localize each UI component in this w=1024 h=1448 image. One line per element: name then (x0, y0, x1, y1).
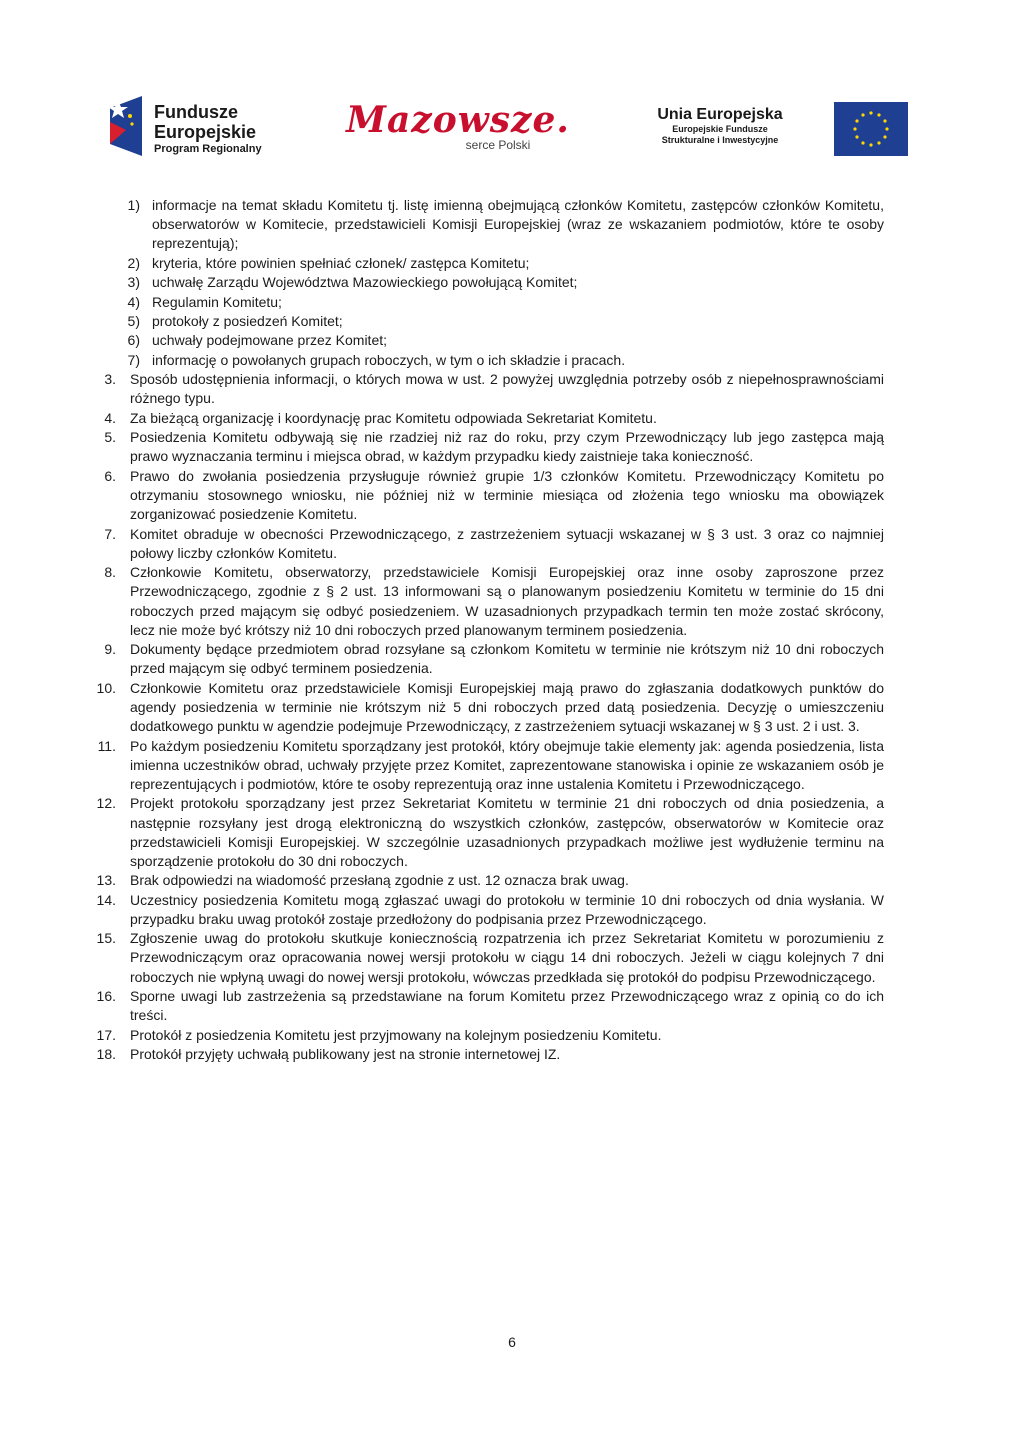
list-item-number: 16. (96, 988, 116, 1005)
sublist-item-number: 3) (127, 274, 140, 291)
list-item-text: Projekt protokołu sporządzany jest przez Sekretariat Komitetu w terminie 21 dni roboczych od dnia posiedzenia, a następnie rozsyłany jest drogą elektroniczną do wszystkich członków, zastępców, obserwatorów w Komitecie oraz przedstawicieli Komisji Europejskiej. W szczególnie uzasadnionych przypadkach możliwe jest wydłużenie terminu na sporządzenie protokołu do 30 dni roboczych. (130, 795, 884, 869)
list-item (92, 1026, 884, 1045)
eu-flag-icon (834, 102, 908, 156)
list-item-text: Brak odpowiedzi na wiadomość przesłaną zgodnie z ust. 12 oznacza brak uwag. (130, 872, 629, 889)
list-item-number: 13. (96, 872, 116, 889)
sublist-item-text: kryteria, które powinien spełniać członek/ zastępca Komitetu; (152, 254, 530, 271)
list-item (92, 871, 884, 890)
list-item-number: 6. (104, 467, 116, 484)
mazowsze-logo (338, 100, 578, 152)
list-item (92, 563, 884, 640)
mazowsze-tagline: serce Polski (465, 138, 531, 152)
list-item-number: 5. (104, 429, 116, 446)
list-item-text: Członkowie Komitetu, obserwatorzy, przedstawiciele Komisji Europejskiej oraz inne osoby zaproszone przez Przewodniczącego, zgodnie z § 2 ust. 13 informowani są o planowanym posiedzeniu Komitetu w terminie do 15 dni roboczych przed mającym się odbyć posiedzeniem. W uzasadnionych przypadkach termin ten może zostać skrócony, lecz nie może być krótszy niż 10 dni roboczych przed planowanym terminem posiedzenia. (130, 564, 884, 638)
list-item (92, 525, 884, 563)
list-item-number: 8. (104, 564, 116, 581)
list-item-text: Protokół z posiedzenia Komitetu jest przyjmowany na kolejnym posiedzeniu Komitetu. (130, 1026, 662, 1043)
list-item (92, 409, 884, 428)
list-item-text: Zgłoszenie uwag do protokołu skutkuje koniecznością rozpatrzenia ich przez Sekretariat Komitetu w porozumieniu z Przewodniczącym oraz opracowania nowej wersji protokołu w ciągu 14 dni roboczych. Jeżeli w ciągu kolejnych 7 dni roboczych nie wpłyną uwagi do nowej wersji protokołu, wówczas przedkłada się protokół do podpisu Przewodniczącego. (130, 930, 884, 985)
list-item (92, 929, 884, 987)
list-item-number: 9. (104, 641, 116, 658)
mazowsze-wordmark: Mazowsze. (346, 99, 570, 141)
sublist-item-number: 2) (127, 254, 140, 271)
list-item-text: Za bieżącą organizację i koordynację prac Komitetu odpowiada Sekretariat Komitetu. (130, 409, 657, 426)
list-item-number: 3. (104, 371, 116, 388)
ue-title: Unia Europejska (657, 106, 783, 123)
page-header (100, 90, 912, 190)
ue-subtitle-line-1: Europejskie Fundusze (672, 124, 768, 134)
list-item-text: Sporne uwagi lub zastrzeżenia są przedstawiane na forum Komitetu przez Przewodniczącego wraz z opinią co do ich treści. (130, 988, 884, 1024)
list-item-text: Protokół przyjęty uchwałą publikowany jest na stronie internetowej IZ. (130, 1046, 561, 1063)
sublist-item-text: Regulamin Komitetu; (152, 293, 282, 310)
sublist-item-number: 4) (127, 293, 140, 310)
fe-title-line-1: Fundusze (154, 102, 238, 122)
sublist-item (92, 312, 884, 331)
list-item (92, 370, 884, 408)
fe-title-line-2: Europejskie (154, 122, 257, 142)
list-item-text: Prawo do zwołania posiedzenia przysługuje również grupie 1/3 członków Komitetu. Przewodniczący Komitetu po otrzymaniu stosownego wniosku, nie później niż w terminie miesiąca od złożenia tego wniosku ma obowiązek zorganizować posiedzenie Komitetu. (130, 467, 884, 523)
fundusze-europejskie-text (154, 102, 262, 155)
list-item-text: Dokumenty będące przedmiotem obrad rozsyłane są członkom Komitetu w terminie nie krótszym niż 10 dni roboczych przed mającym się odbyć terminem posiedzenia. (130, 641, 884, 677)
list-item-number: 15. (96, 930, 116, 947)
list-item (92, 1045, 884, 1064)
sublist-item-text: informację o powołanych grupach roboczych, w tym o ich składzie i pracach. (152, 351, 626, 368)
sublist-item-number: 6) (127, 332, 140, 349)
sublist-item (92, 273, 884, 292)
sublist-item (92, 293, 884, 312)
sublist-item-number: 1) (127, 197, 140, 213)
list-item (92, 428, 884, 466)
list-item (92, 467, 884, 525)
list-item-number: 17. (96, 1026, 116, 1043)
list-item-number: 4. (104, 409, 116, 426)
sublist-item-text: protokoły z posiedzeń Komitet; (152, 312, 343, 329)
list-item (92, 679, 884, 737)
numbered-list (92, 370, 884, 1064)
sublist-item-number: 5) (127, 312, 140, 329)
list-item-number: 14. (96, 891, 116, 908)
sublist-item-text: uchwały podejmowane przez Komitet; (152, 332, 388, 349)
unia-europejska-text (620, 106, 820, 146)
list-item-text: Posiedzenia Komitetu odbywają się nie rzadziej niż raz do roku, przy czym Przewodniczący lub jego zastępca mają prawo wyznaczania terminu i miejsca obrad, w każdym przypadku kiedy zaistnieje taka konieczność. (130, 429, 884, 465)
list-item-text: Członkowie Komitetu oraz przedstawiciele Komisji Europejskiej mają prawo do zgłaszania dodatkowych punktów do agendy posiedzenia w terminie nie krótszym niż 5 dni roboczych przed datą posiedzenia. Decyzję o umieszczeniu dodatkowego punktu w agendzie podejmuje Przewodniczący, z zastrzeżeniem sytuacji wskazanej w § 3 ust. 2 i ust. 3. (130, 679, 884, 735)
list-item-text: Uczestnicy posiedzenia Komitetu mogą zgłaszać uwagi do protokołu w terminie 10 dni roboczych od dnia wysłania. W przypadku braku uwag protokół zostaje przedłożony do podpisania przez Przewodniczącego. (130, 891, 884, 927)
list-item-text: Po każdym posiedzeniu Komitetu sporządzany jest protokół, który obejmuje takie elementy jak: agenda posiedzenia, lista imienna uczestników obrad, uchwały przyjęte przez Komitet, zaprezentowane stanowiska i opinie ze wskazaniem osób je reprezentujących i podmiotów, które te osoby reprezentują oraz inne ustalenia Komitetu i Przewodniczącego. (130, 737, 884, 792)
list-item (92, 737, 884, 795)
list-item-text: Komitet obraduje w obecności Przewodniczącego, z zastrzeżeniem sytuacji wskazanej w § 3 ust. 3 oraz co najmniej połowy liczby członków Komitetu. (130, 525, 884, 561)
list-item (92, 640, 884, 678)
list-item-number: 7. (104, 525, 116, 542)
sublist-item-text: informacje na temat składu Komitetu tj. listę imienną obejmującą członków Komitetu, zastępców członków Komitetu, obserwatorów w Komitecie, przedstawicieli Komisji Europejskiej (wraz ze wskazaniem podmiotów, które te osoby reprezentują); (152, 197, 884, 252)
fundusze-europejskie-logo-icon (104, 94, 148, 158)
list-item (92, 794, 884, 871)
sublist-item (92, 196, 884, 254)
ue-subtitle-line-2: Strukturalne i Inwestycyjne (661, 135, 779, 145)
sublist-item (92, 331, 884, 350)
sublist-item (92, 351, 884, 370)
sublist-item-number: 7) (127, 351, 140, 368)
info-sublist (92, 196, 884, 370)
page-number: 6 (508, 1334, 516, 1350)
fe-subtitle: Program Regionalny (154, 143, 262, 155)
list-item-number: 11. (97, 737, 116, 754)
list-item (92, 891, 884, 929)
sublist-item (92, 254, 884, 273)
list-item-number: 18. (96, 1046, 116, 1063)
document-body (92, 196, 884, 1064)
sublist-item-text: uchwałę Zarządu Województwa Mazowieckiego powołującą Komitet; (152, 274, 578, 291)
list-item-text: Sposób udostępnienia informacji, o których mowa w ust. 2 powyżej uwzględnia potrzeby osób z niepełnosprawnościami różnego typu. (130, 371, 884, 407)
list-item-number: 12. (96, 795, 116, 812)
list-item-number: 10. (96, 679, 116, 696)
list-item (92, 987, 884, 1025)
